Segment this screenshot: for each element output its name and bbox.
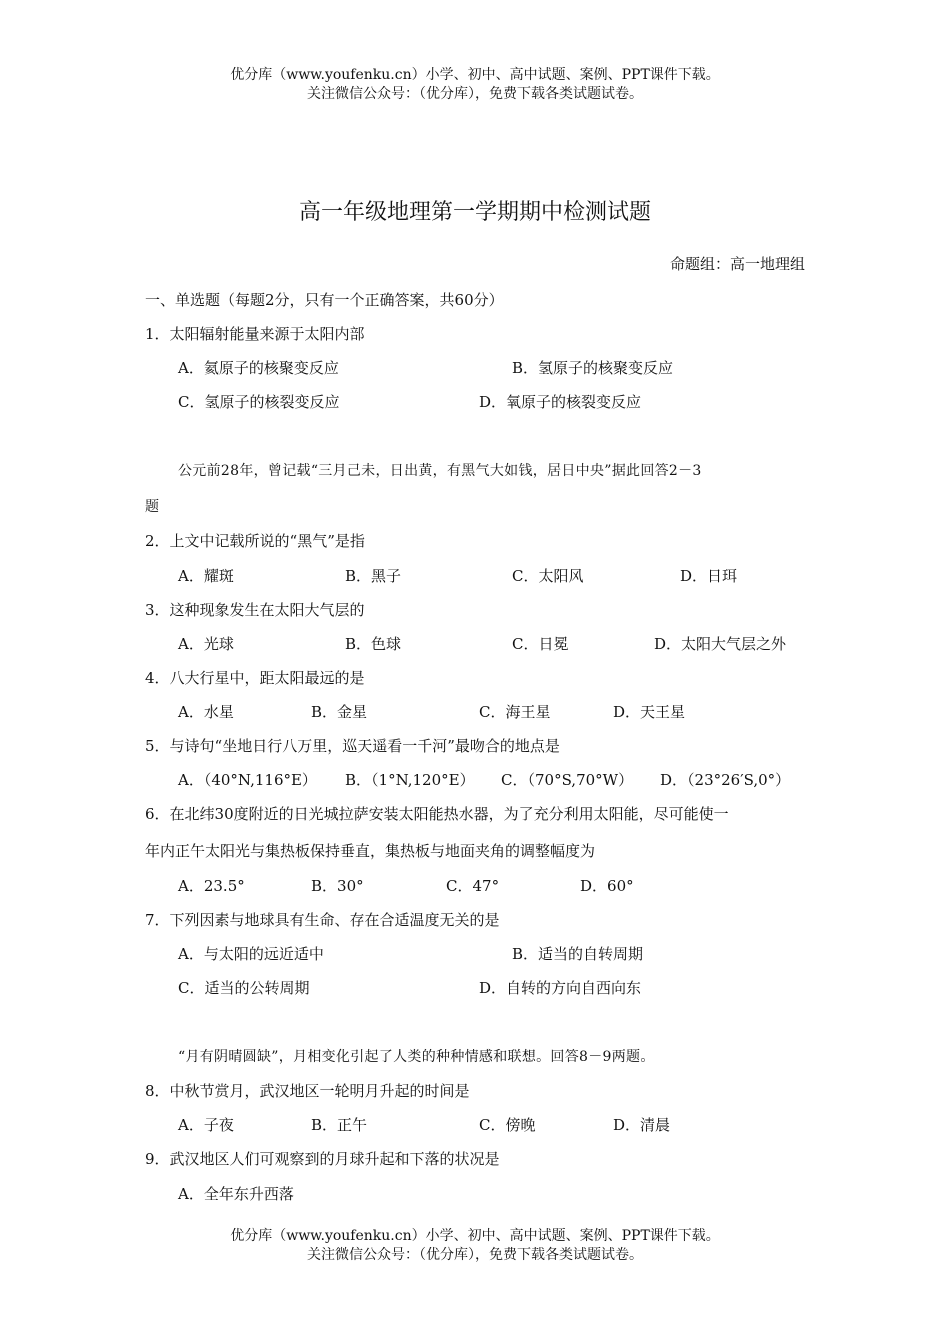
- question-3-option-c: C．日冕: [512, 635, 569, 653]
- header-line-2: 关注微信公众号：（优分库），免费下载各类试题试卷。: [307, 86, 643, 102]
- question-6-option-a: A．23.5°: [178, 877, 245, 895]
- question-5-option-b: B．（1°N,120°E）: [345, 771, 475, 789]
- passage-1-line-1: 公元前28年，曾记载“三月己未，日出黄，有黑气大如钱，居日中央”据此回答2－3: [178, 463, 702, 479]
- question-5-option-d: D．（23°26′S,0°）: [660, 771, 791, 789]
- question-2-option-b: B．黑子: [345, 567, 402, 585]
- question-7-option-c: C．适当的公转周期: [178, 979, 310, 997]
- question-4-option-b: B．金星: [311, 703, 368, 721]
- section-heading: 一、单选题（每题2分，只有一个正确答案，共60分）: [145, 291, 504, 309]
- question-2-stem: 2．上文中记载所说的“黑气”是指: [145, 532, 365, 550]
- question-6-option-b: B．30°: [311, 877, 364, 895]
- question-3-option-b: B．色球: [345, 635, 402, 653]
- question-4-option-a: A．水星: [178, 703, 234, 721]
- question-3-option-d: D．太阳大气层之外: [654, 635, 787, 653]
- question-9-stem: 9．武汉地区人们可观察到的月球升起和下落的状况是: [145, 1150, 500, 1168]
- question-1-option-a: A．氦原子的核聚变反应: [178, 359, 339, 377]
- question-8-stem: 8．中秋节赏月，武汉地区一轮明月升起的时间是: [145, 1082, 470, 1100]
- question-8-option-d: D．清晨: [613, 1116, 671, 1134]
- question-2-option-c: C．太阳风: [512, 567, 584, 585]
- question-4-option-d: D．天王星: [613, 703, 686, 721]
- question-5-option-a: A．（40°N,116°E）: [178, 771, 317, 789]
- question-7-stem: 7．下列因素与地球具有生命、存在合适温度无关的是: [145, 911, 500, 929]
- footer-line-2: 关注微信公众号：（优分库），免费下载各类试题试卷。: [307, 1247, 643, 1263]
- author-line: 命题组：高一地理组: [669, 255, 805, 273]
- question-8-option-b: B．正午: [311, 1116, 368, 1134]
- question-3-option-a: A．光球: [178, 635, 234, 653]
- footer-line-1: 优分库（www.youfenku.cn）小学、初中、高中试题、案例、PPT课件下载。: [230, 1228, 720, 1244]
- page-header: [0, 66, 950, 104]
- question-5-stem: 5．与诗句“坐地日行八万里，巡天遥看一千河”最吻合的地点是: [145, 737, 560, 755]
- question-2-option-d: D．日珥: [680, 567, 738, 585]
- page-footer: [0, 1227, 950, 1265]
- question-6-stem-line-2: 年内正午太阳光与集热板保持垂直，集热板与地面夹角的调整幅度为: [145, 842, 596, 860]
- question-4-option-c: C．海王星: [479, 703, 551, 721]
- question-6-option-d: D．60°: [580, 877, 634, 895]
- question-7-option-b: B．适当的自转周期: [512, 945, 644, 963]
- question-1-option-b: B．氢原子的核聚变反应: [512, 359, 674, 377]
- passage-1-line-2: 题: [145, 499, 160, 515]
- question-6-stem-line-1: 6．在北纬30度附近的日光城拉萨安装太阳能热水器，为了充分利用太阳能，尽可能使一: [145, 805, 729, 823]
- question-6-option-c: C．47°: [446, 877, 500, 895]
- page-title: 高一年级地理第一学期期中检测试题: [298, 200, 651, 225]
- question-1-option-c: C．氢原子的核裂变反应: [178, 393, 340, 411]
- question-9-option-a: A．全年东升西落: [178, 1185, 294, 1203]
- question-1-option-d: D．氧原子的核裂变反应: [479, 393, 642, 411]
- question-7-option-a: A．与太阳的远近适中: [178, 945, 324, 963]
- question-2-option-a: A．耀斑: [178, 567, 234, 585]
- header-line-1: 优分库（www.youfenku.cn）小学、初中、高中试题、案例、PPT课件下载。: [230, 67, 720, 83]
- question-8-option-a: A．子夜: [178, 1116, 234, 1134]
- question-3-stem: 3．这种现象发生在太阳大气层的: [145, 601, 365, 619]
- passage-2: “月有阴晴圆缺”，月相变化引起了人类的种种情感和联想。回答8－9两题。: [178, 1049, 655, 1065]
- question-4-stem: 4．八大行星中，距太阳最远的是: [145, 669, 365, 687]
- question-7-option-d: D．自转的方向自西向东: [479, 979, 642, 997]
- question-1-stem: 1．太阳辐射能量来源于太阳内部: [145, 325, 365, 343]
- question-5-option-c: C．（70°S,70°W）: [501, 771, 634, 789]
- question-8-option-c: C．傍晚: [479, 1116, 536, 1134]
